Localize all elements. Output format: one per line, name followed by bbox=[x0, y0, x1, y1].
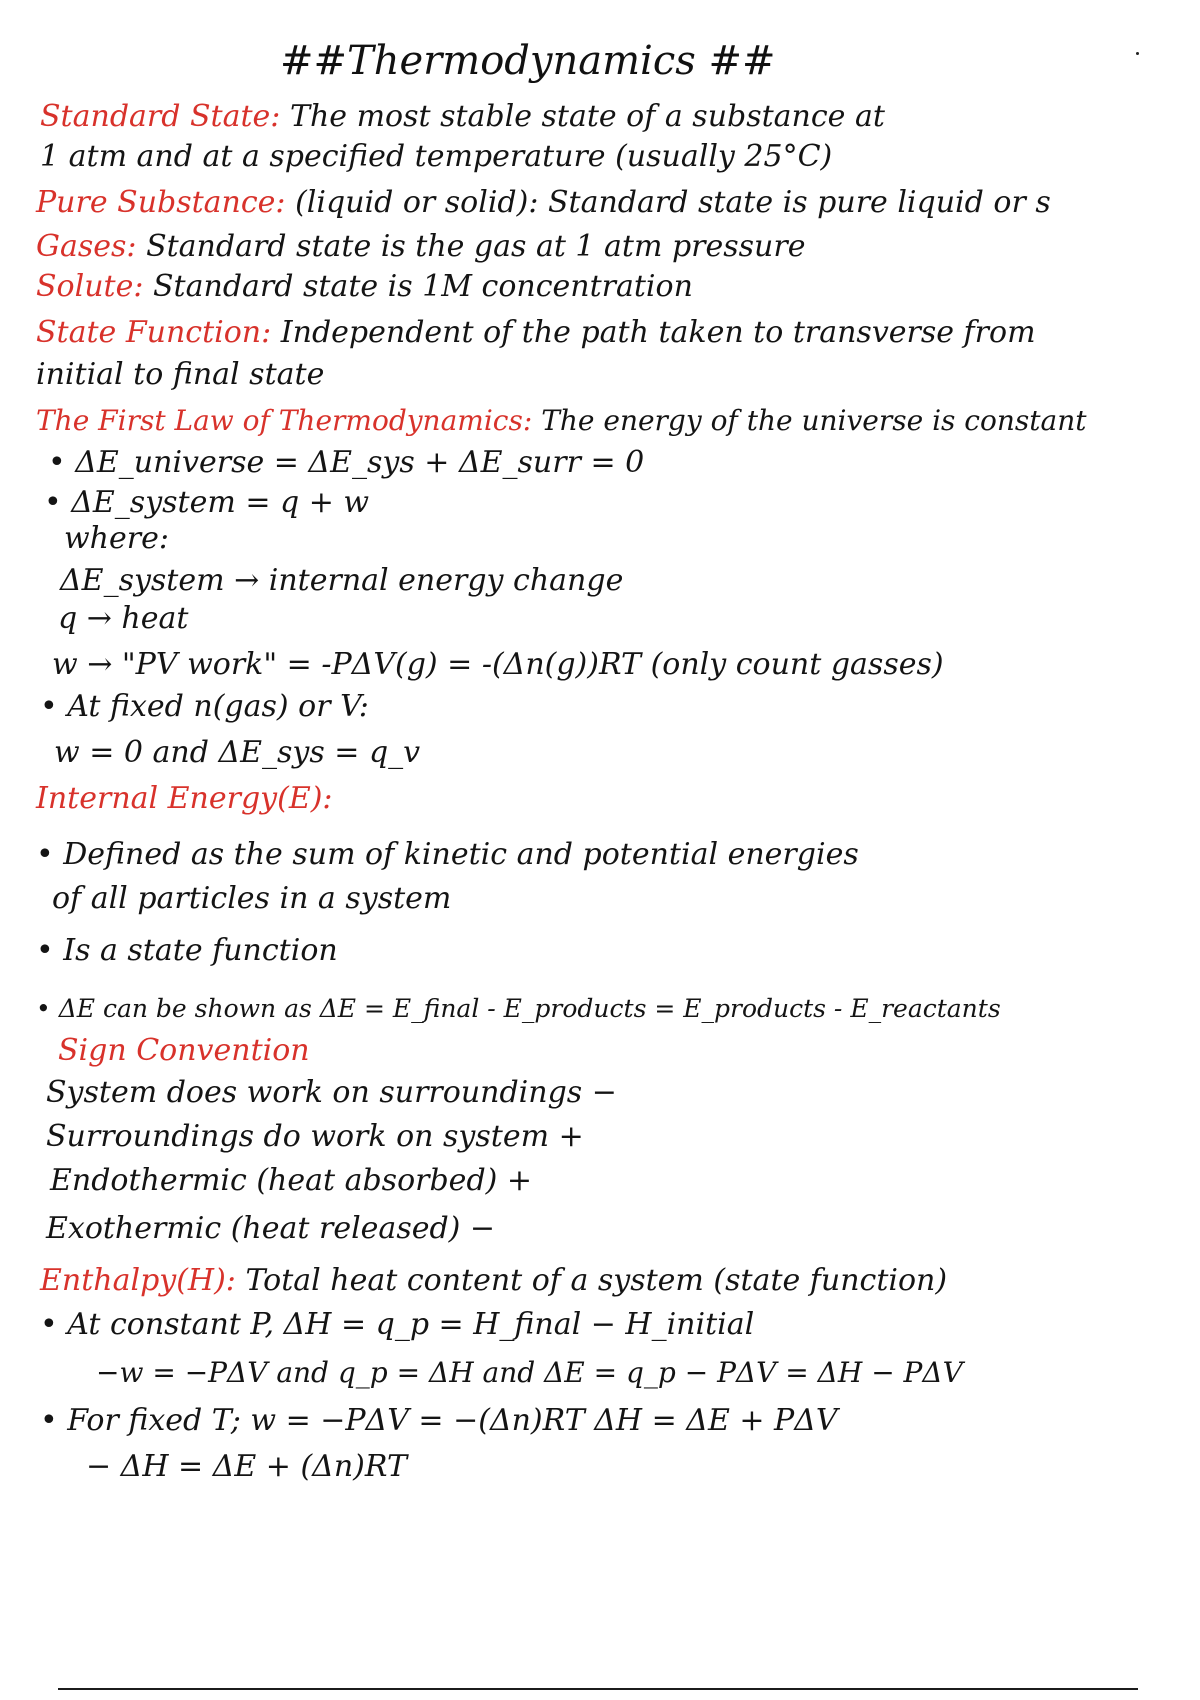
note-text: • Defined as the sum of kinetic and potential energies bbox=[36, 837, 859, 872]
note-text: The energy of the universe is constant bbox=[541, 404, 1087, 437]
note-term: Pure Substance: bbox=[36, 185, 286, 220]
note-line bbox=[46, 1118, 584, 1156]
corner-mark bbox=[1136, 52, 1139, 55]
note-term: Solute: bbox=[36, 269, 144, 304]
note-line bbox=[50, 1162, 532, 1200]
note-line bbox=[40, 1262, 947, 1300]
note-line bbox=[46, 1210, 495, 1248]
note-line bbox=[36, 836, 859, 874]
note-text: Surroundings do work on system + bbox=[46, 1119, 584, 1154]
note-line bbox=[36, 184, 1051, 222]
page-title: ##Thermodynamics ## bbox=[280, 38, 776, 84]
note-term: Standard State: bbox=[40, 99, 281, 134]
note-text: q → heat bbox=[58, 601, 189, 636]
note-term: Gases: bbox=[36, 229, 137, 264]
note-term: Internal Energy(E): bbox=[36, 781, 333, 816]
note-text: w = 0 and ΔE_sys = q_v bbox=[54, 735, 421, 770]
note-text: • Is a state function bbox=[36, 933, 338, 968]
note-term: The First Law of Thermodynamics: bbox=[36, 404, 533, 437]
note-line bbox=[36, 932, 338, 970]
note-term: State Function: bbox=[36, 315, 272, 350]
note-text: 1 atm and at a specified temperature (usually 25°C) bbox=[40, 139, 833, 174]
note-line bbox=[58, 600, 188, 638]
note-text: • For fixed T; w = −PΔV = −(Δn)RT ΔH = ΔE + PΔV bbox=[40, 1403, 838, 1438]
note-line bbox=[40, 138, 832, 176]
note-line bbox=[40, 98, 885, 136]
note-term: Sign Convention bbox=[58, 1033, 310, 1068]
note-text: ΔE_system → internal energy change bbox=[60, 563, 624, 598]
note-line bbox=[36, 356, 324, 394]
note-text: • ΔE can be shown as ΔE = E_final - E_products = E_products - E_reactants bbox=[36, 994, 1001, 1023]
note-line bbox=[46, 1074, 617, 1112]
note-text: • At fixed n(gas) or V: bbox=[40, 689, 369, 724]
note-text: Total heat content of a system (state function) bbox=[245, 1263, 948, 1298]
note-line bbox=[54, 734, 420, 772]
note-term: Enthalpy(H): bbox=[40, 1263, 236, 1298]
note-line bbox=[36, 402, 1086, 440]
note-text: • ΔE_universe = ΔE_sys + ΔE_surr = 0 bbox=[48, 445, 645, 480]
note-line bbox=[40, 688, 369, 726]
note-line bbox=[52, 880, 451, 918]
note-text: • ΔE_system = q + w bbox=[44, 485, 370, 520]
note-line bbox=[36, 314, 1036, 352]
note-line bbox=[86, 1448, 407, 1486]
note-text: Standard state is 1M concentration bbox=[153, 269, 693, 304]
note-line bbox=[64, 520, 169, 558]
note-text: (liquid or solid): Standard state is pure liquid or s bbox=[295, 185, 1051, 220]
note-text: of all particles in a system bbox=[52, 881, 452, 916]
note-line bbox=[96, 1354, 963, 1392]
note-line bbox=[40, 1402, 838, 1440]
note-text: The most stable state of a substance at bbox=[289, 99, 885, 134]
note-line bbox=[52, 646, 944, 684]
note-line bbox=[60, 562, 623, 600]
note-text: w → "PV work" = -PΔV(g) = -(Δn(g))RT (only count gasses) bbox=[52, 647, 944, 682]
note-text: Endothermic (heat absorbed) + bbox=[50, 1163, 533, 1198]
note-text: − ΔH = ΔE + (Δn)RT bbox=[86, 1449, 407, 1484]
note-line bbox=[36, 780, 333, 818]
note-line bbox=[44, 484, 369, 522]
note-line bbox=[36, 228, 805, 266]
note-text: System does work on surroundings − bbox=[46, 1075, 617, 1110]
note-line bbox=[40, 1306, 754, 1344]
note-text: −w = −PΔV and q_p = ΔH and ΔE = q_p − PΔV = ΔH − PΔV bbox=[96, 1356, 963, 1389]
note-line bbox=[36, 268, 693, 306]
note-text: • At constant P, ΔH = q_p = H_final − H_initial bbox=[40, 1307, 755, 1342]
note-text: Standard state is the gas at 1 atm pressure bbox=[146, 229, 806, 264]
note-text: Exothermic (heat released) − bbox=[46, 1211, 496, 1246]
page-bottom-rule bbox=[58, 1688, 1138, 1690]
note-line bbox=[58, 1032, 310, 1070]
note-text: Independent of the path taken to transverse from bbox=[280, 315, 1036, 350]
note-text: initial to final state bbox=[36, 357, 325, 392]
note-line bbox=[36, 990, 1001, 1028]
note-line bbox=[48, 444, 644, 482]
note-text: where: bbox=[64, 521, 169, 556]
